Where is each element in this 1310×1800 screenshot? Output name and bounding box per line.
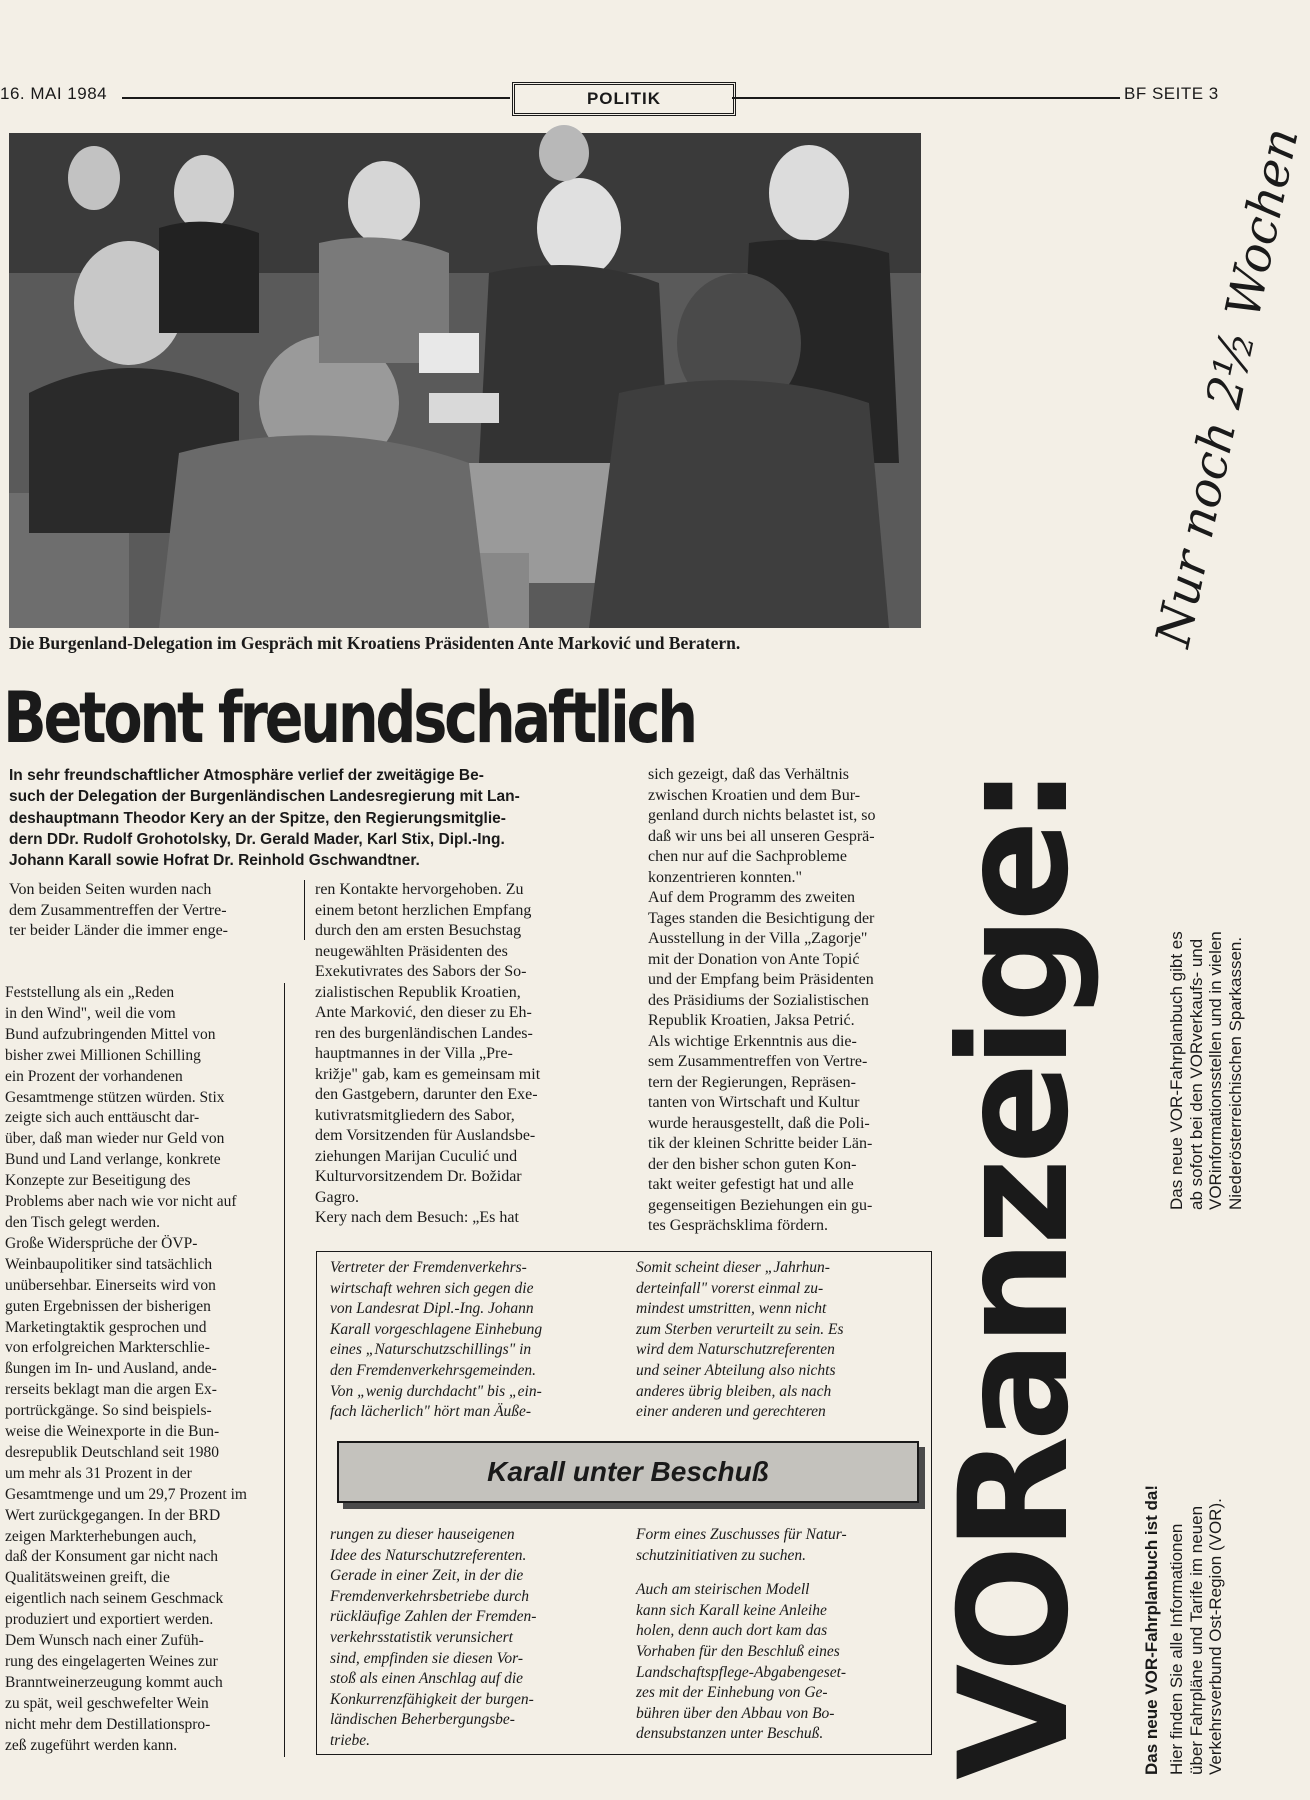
body-line: tanten von Wirtschaft und Kultur <box>648 1094 860 1111</box>
lead-line: In sehr freundschaftlicher Atmosphäre verlief der zweitägige Be- <box>9 767 484 784</box>
body-line: der den bisher schon guten Kon- <box>648 1155 857 1173</box>
box-line: fach lächerlich" hört man Äuße- <box>330 1403 532 1421</box>
body-line: konzentrieren konnten." <box>648 868 803 886</box>
box-line: Form eines Zuschusses für Natur- <box>636 1526 847 1543</box>
body-line: tern der Regierungen, Repräsen- <box>648 1073 856 1091</box>
body-line: tik der kleinen Schritte beider Län- <box>648 1135 873 1152</box>
box-line <box>636 1566 921 1580</box>
body-line: Als wichtige Erkenntnis aus die- <box>648 1032 857 1050</box>
box-line: rückläufige Zahlen der Fremden- <box>330 1608 537 1626</box>
body-line: ter beider Länder die immer enge- <box>9 922 228 939</box>
box-line: sind, empfinden sie diesen Vor- <box>330 1649 523 1667</box>
photo-caption: Die Burgenland-Delegation im Gespräch mit Kroatiens Präsidenten Ante Marković und Beratern. <box>9 633 741 653</box>
body-line: über, daß man wieder nur Geld von <box>5 1130 225 1148</box>
box-line: zes mit der Einhebung von Ge- <box>636 1684 828 1702</box>
body-line: Ante Marković, den dieser zu Eh- <box>315 1004 532 1021</box>
box-line: eines „Naturschutzschillings" in <box>330 1341 532 1359</box>
ad-text-line: Das neue VOR-Fahrplanbuch gibt es <box>1167 931 1186 1210</box>
body-line: Dem Wunsch nach einer Zufüh- <box>5 1632 204 1650</box>
box-line: ländischen Beherbergungsbe- <box>330 1711 515 1729</box>
article-column-1-top <box>9 880 299 942</box>
body-line: Gesamtmenge und um 29,7 Prozent im <box>5 1485 247 1503</box>
article-column-3 <box>648 765 933 1237</box>
body-line: eigentlich nach seinem Geschmack <box>5 1590 224 1608</box>
body-line: wurde herausgestellt, daß die Poli- <box>648 1114 870 1132</box>
body-line: Kulturvorsitzendem Dr. Božidar <box>315 1168 522 1185</box>
box-column-bottom-left <box>330 1525 620 1752</box>
section-rubric: POLITIK <box>512 82 736 116</box>
body-line: unübersehbar. Einerseits wird von <box>5 1276 216 1294</box>
body-line: den Tisch gelegt werden. <box>5 1213 160 1231</box>
lead-line: such der Delegation der Burgenländischen Landesregierung mit Lan- <box>9 788 520 806</box>
body-line: Ausstellung in der Villa „Zagorje" <box>648 930 868 947</box>
body-line: sich gezeigt, daß das Verhältnis <box>648 766 849 783</box>
ad-text-line: ab sofort bei den VORverkaufs- und <box>1186 938 1206 1210</box>
box-line: wird dem Naturschutzreferenten <box>636 1341 835 1359</box>
body-line: ren des burgenländischen Landes- <box>315 1024 533 1042</box>
body-line: Von beiden Seiten wurden nach <box>9 881 212 898</box>
body-line: Branntweinerzeugung kommt auch <box>5 1673 223 1691</box>
body-line: den Gastgebern, darunter den Exe- <box>315 1086 538 1103</box>
body-line: des Präsidiums der Sozialistischen <box>648 991 869 1009</box>
body-line: genland durch nichts belastet ist, so <box>648 807 876 824</box>
box-line: Fremdenverkehrsbetriebe durch <box>330 1587 529 1605</box>
ad-handwritten-note: Nur noch 2½ Wochen <box>1145 123 1310 652</box>
body-line: Marketingtaktik gesprochen und <box>5 1318 207 1336</box>
body-line: zialistischen Republik Kroatien, <box>315 983 521 1001</box>
body-line: Exekutivrates des Sabors der So- <box>315 963 527 980</box>
body-line: tes Gesprächsklima fördern. <box>648 1217 828 1234</box>
body-line: portrückgänge. So sind beispiels- <box>5 1402 212 1420</box>
body-line: dem Vorsitzenden für Auslandsbe- <box>315 1127 536 1144</box>
body-line: rung des eingelagerten Weines zur <box>5 1653 218 1670</box>
box-line: wirtschaft wehren sich gegen die <box>330 1279 534 1297</box>
box-line: schutzinitiativen zu suchen. <box>636 1546 807 1564</box>
box-line: Vorhaben für den Beschluß eines <box>636 1642 840 1660</box>
body-line: Tages standen die Besichtigung der <box>648 909 875 927</box>
box-line: holen, denn auch dort kam das <box>636 1622 828 1640</box>
ad-text-line: Hier finden Sie alle Informationen <box>1167 1523 1186 1775</box>
box-line: von Landesrat Dipl.-Ing. Johann <box>330 1300 534 1318</box>
body-line: dem Zusammentreffen der Vertre- <box>9 901 227 919</box>
body-line: ren Kontakte hervorgehoben. Zu <box>315 881 524 898</box>
box-column-bottom-right <box>636 1525 921 1745</box>
body-line: Gesamtmenge stützen würden. Stix <box>5 1088 225 1106</box>
body-line: gegenseitigen Beziehungen ein gu- <box>648 1196 873 1214</box>
article-headline: Betont freundschaftlich <box>3 677 695 759</box>
body-line: nicht mehr dem Destillationspro- <box>5 1715 211 1733</box>
box-line: und seiner Abteilung also nichts <box>636 1361 836 1379</box>
ad-sidebar-text <box>1167 1498 1226 1775</box>
box-line: den Fremdenverkehrsgemeinden. <box>330 1361 537 1379</box>
vor-advertisement <box>928 120 1310 1800</box>
body-line: daß der Konsument gar nicht nach <box>5 1548 219 1566</box>
body-line: sem Zusammentreffen von Vertre- <box>648 1053 868 1070</box>
box-column-top-left <box>330 1258 620 1423</box>
body-line: Konzepte zur Beseitigung des <box>5 1172 191 1190</box>
body-line: Bund aufzubringenden Mittel von <box>5 1025 216 1043</box>
body-line: Große Widersprüche der ÖVP- <box>5 1234 198 1252</box>
body-line: ßungen im In- und Ausland, ande- <box>5 1360 217 1378</box>
box-line: Karall vorgeschlagene Einhebung <box>330 1320 543 1338</box>
header-rule-left <box>122 97 510 99</box>
ad-text-line: VORinformationsstellen und in vielen <box>1206 931 1225 1210</box>
body-line: zeigte sich auch enttäuscht dar- <box>5 1109 200 1127</box>
body-line: weise die Weinexporte in die Bun- <box>5 1423 220 1441</box>
box-line: Vertreter der Fremdenverkehrs- <box>330 1259 527 1276</box>
body-line: zwischen Kroatien und dem Bur- <box>648 786 861 804</box>
box-line: anderes übrig bleiben, als nach <box>636 1382 832 1400</box>
article-column-2 <box>315 880 615 1229</box>
body-line: und der Empfang beim Präsidenten <box>648 971 874 988</box>
body-line: mit der Donation von Ante Topić <box>648 950 860 968</box>
body-line: hauptmannes in der Villa „Pre- <box>315 1045 513 1062</box>
box-line: zum Sterben verurteilt zu sein. Es <box>636 1320 844 1338</box>
body-line: kutivratsmitgliedern des Sabor, <box>315 1106 515 1124</box>
box-line: Von „wenig durchdacht" bis „ein- <box>330 1382 542 1400</box>
box-line: rungen zu dieser hauseigenen <box>330 1526 515 1543</box>
box-line: Idee des Naturschutzreferenten. <box>330 1546 527 1564</box>
body-line: zeigen Markterhebungen auch, <box>5 1527 197 1545</box>
lead-line: Johann Karall sowie Hofrat Dr. Reinhold Gschwandtner. <box>9 852 420 870</box>
box-title: Karall unter Beschuß <box>337 1441 919 1503</box>
body-line: takt weiter gefestigt hat und alle <box>648 1176 854 1193</box>
body-line: Gagro. <box>315 1188 359 1206</box>
body-line: ein Prozent der vorhandenen <box>5 1067 183 1085</box>
ad-sidebar-text-2 <box>1167 931 1245 1210</box>
box-line: mindest umstritten, wenn nicht <box>636 1300 827 1318</box>
body-line: križje" gab, kam es gemeinsam mit <box>315 1065 541 1083</box>
body-line: rerseits beklagt man die argen Ex- <box>5 1381 217 1399</box>
body-line: von erfolgreichen Markterschlie- <box>5 1339 210 1357</box>
lead-line: dern DDr. Rudolf Grohotolsky, Dr. Gerald Mader, Karl Stix, Dipl.-Ing. <box>9 830 505 848</box>
page-number: BF SEITE 3 <box>1124 84 1219 103</box>
article-lead <box>9 765 624 871</box>
box-line: Konkurrenzfähigkeit der burgen- <box>330 1690 534 1708</box>
body-line: guten Ergebnissen der bisherigen <box>5 1297 211 1315</box>
body-line: daß wir uns bei all unseren Gesprä- <box>648 827 875 845</box>
body-line: Auf dem Programm des zweiten <box>648 889 856 906</box>
column-rule <box>304 880 305 940</box>
box-line: densubstanzen unter Beschuß. <box>636 1725 824 1743</box>
box-line: Somit scheint dieser „Jahrhun- <box>636 1259 830 1276</box>
body-line: Kery nach dem Besuch: „Es hat <box>315 1209 519 1226</box>
body-line: durch den am ersten Besuchstag <box>315 922 522 939</box>
box-column-top-right <box>636 1258 921 1423</box>
box-line: kann sich Karall keine Anleihe <box>636 1601 827 1619</box>
ad-sidebar-title: Das neue VOR-Fahrplanbuch ist da! <box>1142 1485 1161 1775</box>
body-line: desrepublik Deutschland seit 1980 <box>5 1443 219 1461</box>
lead-line: deshauptmann Theodor Kery an der Spitze, den Regierungsmitglie- <box>9 809 506 827</box>
ad-text-line: Niederösterreichischen Sparkassen. <box>1225 936 1245 1210</box>
body-line: Weinbaupolitiker sind tatsächlich <box>5 1255 213 1273</box>
body-line: zu spät, weil geschwefelter Wein <box>5 1694 209 1712</box>
body-line: bisher zwei Millionen Schilling <box>5 1046 201 1064</box>
box-line: einer anderen und gerechteren <box>636 1403 826 1421</box>
body-line: zeß zugeführt werden kann. <box>5 1736 178 1754</box>
body-line: chen nur auf die Sachprobleme <box>648 848 848 865</box>
box-line: bühren über den Abbau von Bo- <box>636 1704 835 1722</box>
body-line: um mehr als 31 Prozent in der <box>5 1464 192 1482</box>
article-column-1-bottom <box>5 983 285 1757</box>
issue-date: 16. MAI 1984 <box>0 84 108 103</box>
body-line: in den Wind", weil die vom <box>5 1004 176 1022</box>
header-rule-right <box>732 97 1120 99</box>
box-line: stoß als einen Anschlag auf die <box>330 1670 524 1688</box>
body-line: Wert zurückgegangen. In der BRD <box>5 1506 221 1524</box>
body-line: Qualitätsweinen greift, die <box>5 1569 170 1587</box>
body-line: Republik Kroatien, Jaksa Petrić. <box>648 1012 855 1029</box>
box-line: verkehrsstatistik verunsichert <box>330 1628 513 1646</box>
box-line: triebe. <box>330 1731 371 1749</box>
ad-headline: VORanzeige: <box>928 771 1102 1780</box>
box-line: Auch am steirischen Modell <box>636 1581 810 1599</box>
delegation-photo <box>9 133 921 628</box>
ad-text-line: über Fahrpläne und Tarife im neuen <box>1186 1505 1206 1775</box>
box-line: Gerade in einer Zeit, in der die <box>330 1567 524 1585</box>
body-line: ziehungen Marijan Cuculić und <box>315 1147 518 1165</box>
body-line: einem betont herzlichen Empfang <box>315 901 532 919</box>
box-line: Landschaftspflege-Abgabengeset- <box>636 1663 847 1681</box>
ad-text-line: Verkehrsverbund Ost-Region (VOR). <box>1206 1498 1225 1775</box>
body-line: Feststellung als ein „Reden <box>5 984 175 1001</box>
box-line: derteinfall" vorerst einmal zu- <box>636 1279 824 1297</box>
body-line: Bund und Land verlange, konkrete <box>5 1151 221 1169</box>
body-line: Problems aber nach wie vor nicht auf <box>5 1193 237 1211</box>
body-line: neugewählten Präsidenten des <box>315 942 508 960</box>
body-line: produziert und exportiert werden. <box>5 1611 214 1629</box>
